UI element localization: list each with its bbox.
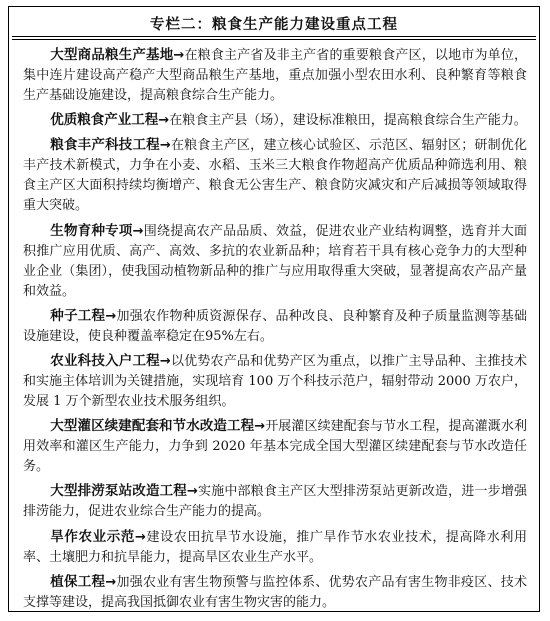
project-description: 以优势农产品和优势产区为重点，以推广主导品种、主推技术和实施主体培训为关键措施，实现培育 100 万个科技示范户，辐射带动 2000 万农户，发展 1 万个新型农业技术服务组织。 xyxy=(23,353,527,409)
column-title: 专栏二：粮食生产能力建设重点工程 xyxy=(150,17,398,33)
arrow-icon: → xyxy=(134,529,146,545)
arrow-icon: → xyxy=(132,223,144,239)
project-name: 旱作农业示范 xyxy=(50,528,135,545)
project-item xyxy=(23,45,527,106)
arrow-icon: → xyxy=(173,48,185,63)
project-name: 大型商品粮生产基地 xyxy=(50,47,174,63)
project-name: 农业科技入户工程 xyxy=(50,352,160,369)
project-description: 加强农业有害生物预警与监控体系、优势农产品有害生物非疫区、技术支撑等建设，提高我国抵御农业有害生物灾害的能力。 xyxy=(23,574,527,610)
project-item xyxy=(23,351,527,412)
project-item xyxy=(23,572,527,613)
project-description: 实施中部粮食主产区大型排涝泵站更新改造，进一步增强排涝能力，促进农业综合生产能力的提高。 xyxy=(23,484,527,520)
project-description: 加强农作物种质资源保存、品种改良、良种繁育及种子质量监测等基础设施建设，使良种覆盖率稳定在95%左右。 xyxy=(23,308,527,344)
project-name: 种子工程 xyxy=(50,307,106,324)
title-divider-top xyxy=(12,36,536,37)
project-name: 大型灌区续建配套和节水改造工程 xyxy=(50,418,255,435)
project-name: 优质粮食产业工程 xyxy=(50,112,159,129)
project-item xyxy=(23,416,527,477)
project-name: 生物育种专项 xyxy=(50,222,133,239)
arrow-icon: → xyxy=(105,308,117,324)
project-item xyxy=(23,306,527,347)
project-item xyxy=(23,135,527,216)
project-item xyxy=(23,481,527,522)
project-description: 建设农田抗旱节水设施，推广旱作节水农业技术，提高降水利用率、土壤肥力和抗旱能力，提高旱区农业生产水平。 xyxy=(23,529,527,565)
arrow-icon: → xyxy=(254,419,266,435)
column-content xyxy=(9,40,539,613)
project-description: 开展灌区续建配套与节水工程，提高灌溉水利用效率和灌区生产能力，力争到 2020 年基本完成全国大型灌区续建配套与节水改造任务。 xyxy=(23,419,527,475)
project-name: 粮食丰产科技工程 xyxy=(50,137,160,154)
column-box xyxy=(8,6,540,612)
project-item xyxy=(23,221,527,302)
project-description: 在粮食主产县（场），建设标准粮田，提高粮食综合生产能力。 xyxy=(169,113,527,129)
project-description: 在粮食主产区，建立核心试验区、示范区、辐射区；研制优化丰产技术新模式，力争在小麦、水稻、玉米三大粮食作物超高产优质品种筛选利用、粮食主产区大面积持续均衡增产、粮食无公害生产、粮食防灾减灾和产后减损等领域取得重大突破。 xyxy=(23,138,527,214)
arrow-icon: → xyxy=(105,574,117,590)
project-name: 植保工程 xyxy=(50,573,106,590)
arrow-icon: → xyxy=(186,484,198,500)
arrow-icon: → xyxy=(159,138,171,154)
arrow-icon: → xyxy=(158,113,170,129)
arrow-icon: → xyxy=(159,353,171,369)
project-name: 大型排涝泵站改造工程 xyxy=(50,483,187,500)
project-item xyxy=(23,110,527,131)
project-item xyxy=(23,527,527,568)
project-description: 围绕提高农产品品质、效益，促进农业产业结构调整，选育并大面积推广应用优质、高产、高效、多抗的农业新品种；培育若干具有核心竞争力的大型种业企业（集团），使我国动植物新品种的推广与应用取得重大突破，显著提高农产品产量和效益。 xyxy=(23,223,527,299)
project-description: 在粮食主产省及非主产省的重要粮食产区，以地市为单位，集中连片建设高产稳产大型商品粮生产基地，重点加强小型农田水利、良种繁育等粮食生产基础设施建设，提高粮食综合生产能力。 xyxy=(23,48,527,103)
